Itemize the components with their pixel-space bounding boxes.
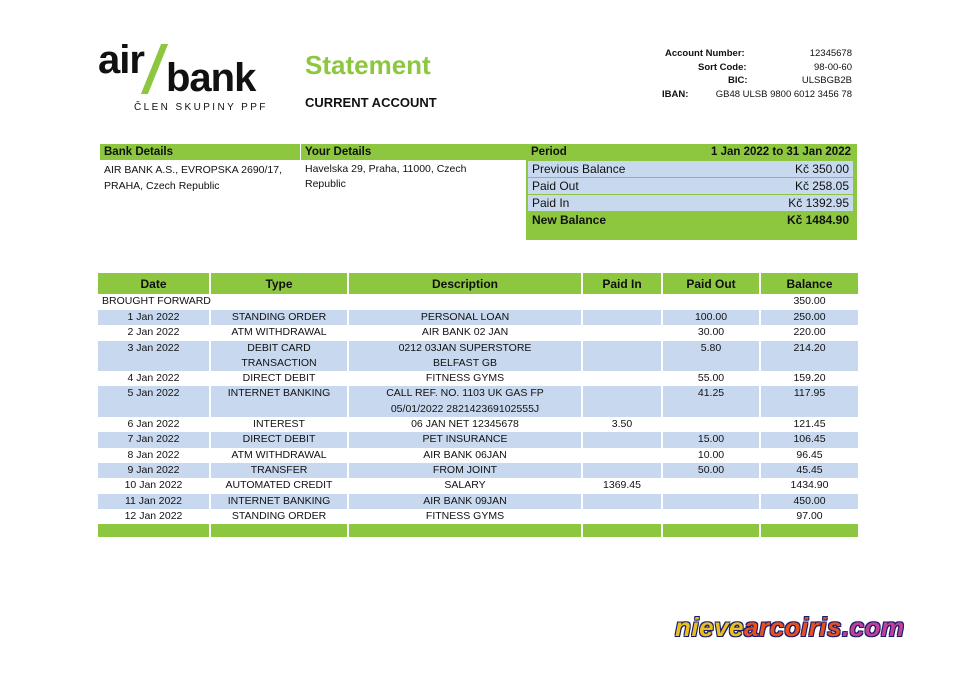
cell-description-text: AIR BANK 06JAN: [423, 448, 507, 461]
cell-date: [98, 325, 210, 340]
sort-code-value: 98-00-60: [813, 61, 852, 73]
cell-description: [348, 494, 582, 509]
cell-type-text-line2: TRANSACTION: [241, 356, 317, 369]
cell-paid-out: [662, 325, 760, 340]
cell-paid-in: [582, 310, 662, 325]
cell-paid-in: [582, 417, 662, 432]
paid-in-row: [528, 195, 853, 211]
cell-description: [348, 432, 582, 447]
cell-paid-out: [662, 417, 760, 432]
cell-date-text: 1 Jan 2022: [127, 311, 180, 323]
watermark-part1: nieve: [675, 612, 744, 642]
bank-details-header: Bank Details: [100, 144, 300, 160]
col-header-balance: Balance: [760, 273, 858, 294]
previous-balance-value: Kč 350.00: [794, 162, 849, 176]
iban-row: [640, 88, 852, 102]
cell-type: [210, 341, 348, 372]
table-row: [98, 509, 858, 524]
table-row: [98, 417, 858, 432]
cell-type: [210, 325, 348, 340]
cell-description-text: 0212 03JAN SUPERSTORE: [398, 341, 532, 354]
table-row: [98, 463, 858, 478]
cell-type: [210, 463, 348, 478]
cell-date: [98, 494, 210, 509]
col-header-date: Date: [98, 273, 210, 294]
col-header-paid-out: Paid Out: [662, 273, 760, 294]
cell-date: [98, 417, 210, 432]
cell-type-text: AUTOMATED CREDIT: [225, 479, 333, 492]
cell-description-text: SALARY: [444, 479, 486, 492]
new-balance-label: New Balance: [532, 213, 607, 227]
cell-type-text: STANDING ORDER: [231, 509, 327, 522]
table-cell: [98, 524, 210, 537]
your-details-body: [301, 160, 526, 194]
cell-description-text: FITNESS GYMS: [425, 509, 505, 522]
cell-balance: [760, 341, 858, 372]
cell-balance: [760, 325, 858, 340]
col-header-type: Type: [210, 273, 348, 294]
brought-forward-label: BROUGHT FORWARD: [98, 294, 348, 310]
table-row: [98, 478, 858, 493]
period-header: [526, 144, 857, 160]
brought-forward-row: [98, 294, 858, 310]
table-row: [98, 325, 858, 340]
iban-value: GB48 ULSB 9800 6012 3456 78: [715, 88, 852, 100]
cell-balance-text: 250.00: [793, 311, 826, 323]
cell-date-text: 9 Jan 2022: [127, 463, 180, 476]
cell-description: [348, 448, 582, 463]
cell-paid-out: [662, 386, 760, 417]
sort-code-label: Sort Code:: [698, 61, 747, 73]
account-number-row: [640, 47, 852, 61]
cell-date: [98, 432, 210, 447]
cell-paid-in: [582, 325, 662, 340]
cell-balance-text: 121.45: [793, 418, 826, 431]
cell-paid-in: [582, 509, 662, 524]
cell-paid-out: [662, 310, 760, 325]
table-row: [98, 432, 858, 447]
cell-description-text: AIR BANK 02 JAN: [421, 326, 509, 339]
cell-description: [348, 386, 582, 417]
cell-description: [348, 463, 582, 478]
watermark: [675, 612, 905, 643]
cell-description: [348, 341, 582, 372]
cell-paid-out-text: 15.00: [697, 433, 725, 446]
cell-description-text: CALL REF. NO. 1103 UK GAS FP: [386, 387, 544, 400]
cell-description-text: PET INSURANCE: [422, 433, 508, 446]
cell-date-text: 4 Jan 2022: [127, 372, 180, 385]
cell-balance: [760, 463, 858, 478]
cell-description-text-line2: 05/01/2022 282142369102555J: [390, 402, 540, 415]
cell-date-text: 10 Jan 2022: [124, 479, 183, 492]
bank-details-body: [100, 160, 300, 196]
table-cell: [210, 524, 348, 537]
logo-air-text: air: [98, 38, 144, 82]
cell-balance: [760, 432, 858, 447]
table-cell: [348, 524, 582, 537]
paid-in-value: Kč 1392.95: [788, 196, 849, 210]
cell-paid-out: [662, 509, 760, 524]
cell-balance-text: 220.00: [793, 326, 826, 339]
period-label: Period: [531, 146, 567, 158]
cell-balance: [760, 448, 858, 463]
cell-paid-out-text: 100.00: [694, 311, 728, 323]
watermark-part3: .com: [841, 612, 905, 642]
cell-date: [98, 509, 210, 524]
cell-paid-in: [582, 432, 662, 447]
brought-forward-balance: 350.00: [793, 295, 826, 307]
cell-paid-in: [582, 386, 662, 417]
new-balance-value: Kč 1484.90: [786, 213, 849, 227]
table-header-row: [98, 273, 858, 294]
table-row: [98, 386, 858, 417]
cell-type: [210, 478, 348, 493]
cell-description: [348, 371, 582, 386]
bank-details-line1: AIR BANK A.S., EVROPSKA 2690/17,: [104, 164, 283, 176]
cell-balance: [760, 386, 858, 417]
account-info: [640, 47, 852, 101]
cell-type: [210, 494, 348, 509]
cell-paid-in: [582, 341, 662, 372]
cell-balance: [760, 494, 858, 509]
cell-type-text: INTERNET BANKING: [227, 387, 331, 400]
cell-paid-out: [662, 341, 760, 372]
cell-paid-in-text: 3.50: [611, 418, 633, 431]
cell-paid-out: [662, 432, 760, 447]
cell-date-text: 11 Jan 2022: [124, 494, 183, 507]
logo-subtitle: ČLEN SKUPINY PPF: [134, 102, 268, 113]
iban-label: IBAN:: [662, 88, 689, 100]
statement-title: Statement: [305, 50, 431, 80]
cell-type-text: INTEREST: [253, 418, 305, 431]
cell-paid-out: [662, 463, 760, 478]
table-cell: [662, 294, 760, 310]
period-summary: [526, 144, 857, 240]
table-row: [98, 310, 858, 325]
logo-slash-mark: [141, 44, 168, 94]
cell-type: [210, 509, 348, 524]
sort-code-row: [640, 61, 852, 75]
your-details-line1: Havelska 29, Praha, 11000, Czech: [305, 163, 467, 175]
cell-type: [210, 371, 348, 386]
table-row: [98, 494, 858, 509]
cell-balance-text: 1434.90: [790, 479, 829, 492]
cell-date: [98, 310, 210, 325]
account-type: CURRENT ACCOUNT: [305, 95, 437, 110]
cell-date-text: 8 Jan 2022: [127, 448, 180, 461]
cell-type-text: INTERNET BANKING: [227, 494, 331, 507]
air-bank-logo: [98, 38, 268, 118]
cell-description-text: AIR BANK 09JAN: [423, 494, 507, 507]
cell-balance: [760, 371, 858, 386]
bank-details-section: [100, 144, 300, 196]
cell-date-text: 7 Jan 2022: [127, 433, 180, 446]
cell-description: [348, 478, 582, 493]
cell-paid-out: [662, 478, 760, 493]
cell-balance-text: 214.20: [793, 341, 826, 354]
cell-balance-text: 117.95: [793, 387, 826, 400]
cell-description: [348, 509, 582, 524]
cell-paid-out-text: 10.00: [697, 448, 725, 461]
cell-description-text: 06 JAN NET 12345678: [411, 418, 519, 431]
bic-value: ULSBGB2B: [801, 75, 852, 86]
table-cell: [582, 524, 662, 537]
previous-balance-row: [528, 161, 853, 177]
cell-paid-in: [582, 463, 662, 478]
your-details-line2: Republic: [305, 178, 346, 190]
bic-row: [640, 74, 852, 88]
cell-type-text: ATM WITHDRAWAL: [231, 448, 327, 461]
cell-date-text: 12 Jan 2022: [124, 509, 183, 522]
table-cell: [582, 294, 662, 310]
cell-paid-out: [662, 448, 760, 463]
cell-paid-in: [582, 371, 662, 386]
cell-balance: [760, 509, 858, 524]
cell-type-text: DIRECT DEBIT: [242, 433, 316, 446]
cell-date-text: 6 Jan 2022: [127, 418, 180, 431]
transactions-table: [98, 273, 858, 537]
paid-out-row: [528, 178, 853, 194]
cell-paid-in: [582, 448, 662, 463]
cell-date-text: 3 Jan 2022: [127, 341, 180, 354]
cell-description-text: FITNESS GYMS: [425, 372, 505, 385]
cell-date: [98, 371, 210, 386]
paid-in-label: Paid In: [532, 196, 570, 210]
cell-description-text-line2: BELFAST GB: [433, 356, 497, 369]
cell-date: [98, 478, 210, 493]
cell-balance: [760, 478, 858, 493]
cell-paid-in-text: 1369.45: [603, 479, 641, 492]
cell-type: [210, 310, 348, 325]
account-number-value: 12345678: [809, 48, 852, 59]
period-range: 1 Jan 2022 to 31 Jan 2022: [710, 146, 851, 158]
watermark-part2: arcoiris: [744, 612, 842, 642]
cell-paid-out-text: 55.00: [697, 372, 725, 385]
cell-date: [98, 448, 210, 463]
cell-description-text: PERSONAL LOAN: [420, 311, 510, 323]
table-cell: [348, 294, 582, 310]
cell-paid-out-text: 41.25: [697, 387, 725, 400]
table-row: [98, 371, 858, 386]
cell-balance-text: 97.00: [796, 509, 823, 522]
logo-bank-text: bank: [166, 56, 256, 100]
col-header-paid-in: Paid In: [582, 273, 662, 294]
cell-type-text: DEBIT CARD: [247, 341, 311, 354]
cell-paid-out: [662, 371, 760, 386]
cell-type-text: ATM WITHDRAWAL: [231, 326, 327, 339]
cell-paid-out-text: 5.80: [700, 341, 722, 354]
bic-label: BIC:: [728, 75, 748, 86]
cell-balance-text: 450.00: [793, 494, 826, 507]
bank-details-line2: PRAHA, Czech Republic: [104, 180, 220, 192]
paid-out-value: Kč 258.05: [794, 179, 849, 193]
cell-type-text: DIRECT DEBIT: [242, 372, 316, 385]
cell-date-text: 2 Jan 2022: [127, 326, 180, 339]
table-cell: [760, 524, 858, 537]
cell-type: [210, 432, 348, 447]
cell-date: [98, 386, 210, 417]
cell-balance: [760, 310, 858, 325]
col-header-description: Description: [348, 273, 582, 294]
cell-balance: [760, 417, 858, 432]
table-row: [98, 448, 858, 463]
cell-date: [98, 341, 210, 372]
table-row: [98, 341, 858, 372]
cell-paid-out-text: 50.00: [697, 463, 725, 476]
cell-date: [98, 463, 210, 478]
cell-type: [210, 448, 348, 463]
cell-date-text: 5 Jan 2022: [127, 387, 180, 400]
cell-paid-in: [582, 478, 662, 493]
table-cell: [662, 524, 760, 537]
account-number-label: Account Number:: [665, 48, 745, 59]
cell-description: [348, 325, 582, 340]
your-details-section: [301, 144, 526, 194]
cell-balance-text: 96.45: [796, 448, 823, 461]
cell-balance-text: 159.20: [793, 372, 826, 385]
cell-balance-text: 45.45: [796, 463, 823, 476]
cell-description: [348, 417, 582, 432]
cell-type-text: STANDING ORDER: [231, 311, 327, 323]
cell-paid-out: [662, 494, 760, 509]
your-details-header: Your Details: [301, 144, 526, 160]
cell-balance-text: 106.45: [793, 433, 826, 446]
new-balance-row: [528, 212, 853, 228]
cell-type: [210, 386, 348, 417]
cell-type-text: TRANSFER: [250, 463, 308, 476]
previous-balance-label: Previous Balance: [532, 162, 626, 176]
cell-paid-out-text: 30.00: [697, 326, 725, 339]
paid-out-label: Paid Out: [532, 179, 579, 193]
cell-paid-in: [582, 494, 662, 509]
cell-type: [210, 417, 348, 432]
cell-description: [348, 310, 582, 325]
cell-description-text: FROM JOINT: [432, 463, 498, 476]
table-footer-row: [98, 524, 858, 537]
